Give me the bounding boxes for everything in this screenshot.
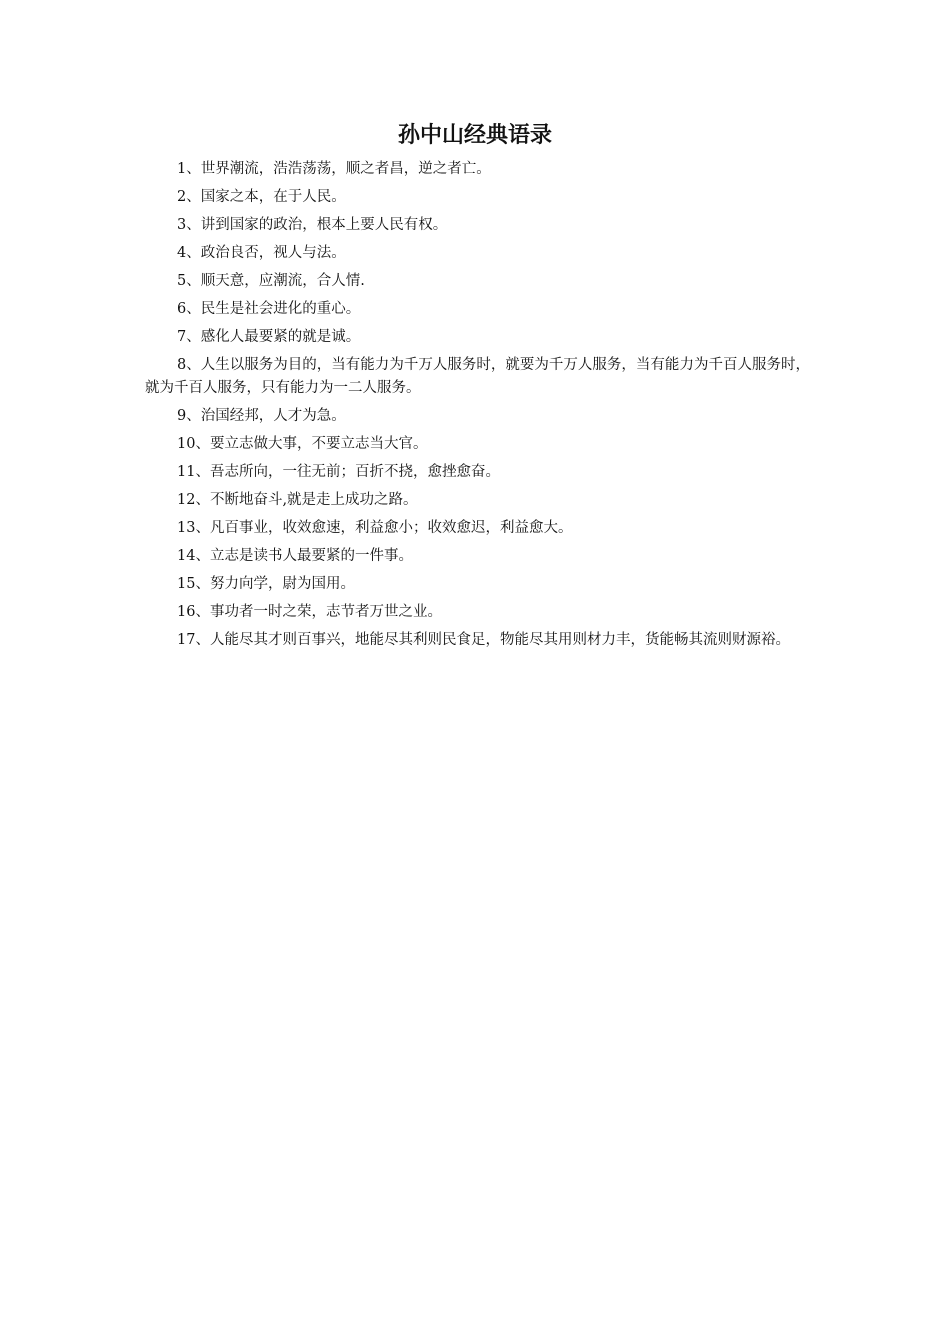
quote-item: 3、讲到国家的政治，根本上要人民有权。 bbox=[177, 217, 448, 233]
quote-item: 9、治国经邦，人才为急。 bbox=[177, 408, 346, 424]
quote-item: 16、事功者一时之荣，志节者万世之业。 bbox=[177, 604, 442, 620]
quote-item: 4、政治良否，视人与法。 bbox=[177, 245, 346, 261]
quote-item: 2、国家之本，在于人民。 bbox=[177, 189, 346, 205]
quote-item: 6、民生是社会进化的重心。 bbox=[177, 301, 361, 317]
quote-item: 7、感化人最要紧的就是诚。 bbox=[177, 329, 361, 345]
quote-list bbox=[145, 158, 810, 657]
quote-item: 12、不断地奋斗,就是走上成功之路。 bbox=[177, 492, 418, 508]
document-title: 孙中山经典语录 bbox=[397, 123, 552, 148]
quote-item: 15、努力向学，尉为国用。 bbox=[177, 576, 355, 592]
quote-item: 14、立志是读书人最要紧的一件事。 bbox=[177, 548, 413, 564]
quote-item: 17、人能尽其才则百事兴，地能尽其利则民食足，物能尽其用则材力丰，货能畅其流则财源裕。 bbox=[177, 632, 790, 648]
quote-item: 13、凡百事业，收效愈速，利益愈小；收效愈迟，利益愈大。 bbox=[177, 520, 573, 536]
quote-item: 8、人生以服务为目的，当有能力为千万人服务时，就要为千万人服务，当有能力为千百人服务时，就为千百人服务，只有能力为一二人服务。 bbox=[145, 357, 810, 396]
quote-item: 5、顺天意，应潮流，合人情. bbox=[177, 273, 365, 289]
quote-item: 11、吾志所向，一往无前；百折不挠，愈挫愈奋。 bbox=[177, 464, 500, 480]
quote-item: 1、世界潮流，浩浩荡荡，顺之者昌，逆之者亡。 bbox=[177, 161, 491, 177]
quote-item: 10、要立志做大事，不要立志当大官。 bbox=[177, 436, 428, 452]
